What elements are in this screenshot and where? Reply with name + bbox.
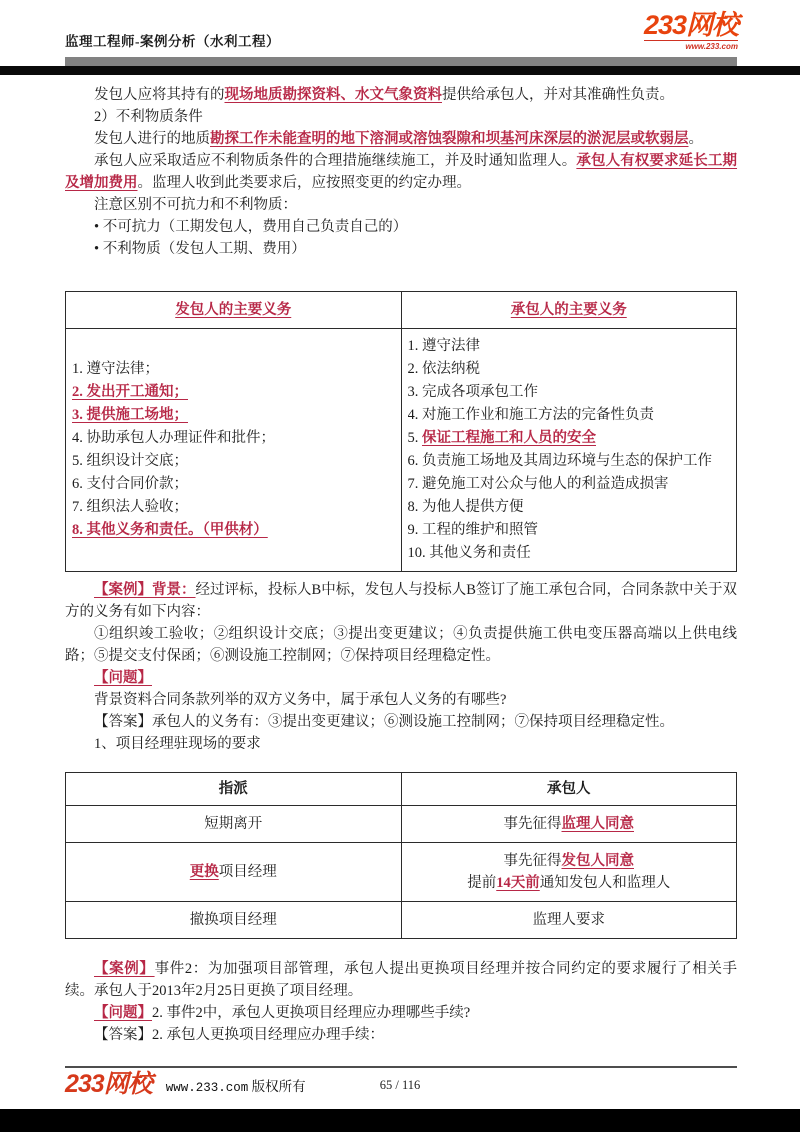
table-header-contractor: 承包人的主要义务 <box>401 292 737 329</box>
table-cell <box>401 902 737 939</box>
bullet-item: • 不利物质（发包人工期、费用） <box>94 241 306 257</box>
list-item: 3. 完成各项承包工作 <box>407 384 538 400</box>
list-item: 7. 避免施工对公众与他人的利益造成损害 <box>407 476 669 492</box>
question-label: 【问题】 <box>94 670 152 686</box>
table-row <box>66 843 737 902</box>
page-number: 65 / 116 <box>379 1078 421 1092</box>
case-section-1 <box>65 579 737 755</box>
list-item: 8. 其他义务和责任。（甲供材） <box>72 522 268 538</box>
cell-line: 事先征得监理人同意 <box>503 816 634 832</box>
list-item: 4. 对施工作业和施工方法的完备性负责 <box>407 407 654 423</box>
cell-line: 提前14天前通知发包人和监理人 <box>467 875 671 891</box>
employer-obligations-cell <box>66 329 402 572</box>
table-row <box>66 329 737 572</box>
table-cell: 更换项目经理 <box>66 843 402 902</box>
footer-copyright-text: 版权所有 <box>251 1078 306 1094</box>
list-item: 3. 提供施工场地； <box>72 407 188 423</box>
table-header-contractor: 承包人 <box>401 773 737 806</box>
body-paragraph: 2）不利物质条件 <box>94 109 203 125</box>
cell-line: 监理人要求 <box>532 912 605 928</box>
footer-black-bar <box>0 1109 800 1132</box>
list-item: 7. 组织法人验收； <box>72 499 188 515</box>
233-logo <box>644 12 738 51</box>
233-footer-logo: 233网校 <box>65 1070 152 1098</box>
assignment-table <box>65 772 737 939</box>
body-paragraph: 发包人应将其持有的现场地质勘探资料、水文气象资料提供给承包人，并对其准确性负责。 <box>94 87 674 103</box>
list-item: 2. 发出开工通知； <box>72 384 188 400</box>
case-clauses: ①组织竣工验收；②组织设计交底；③提出变更建议；④负责提供施工供电变压器高端以上供电线路；⑤提交支付保函；⑥测设施工控制网；⑦保持项目经理稳定性。 <box>65 626 737 664</box>
page-content <box>65 84 737 1046</box>
list-item: 5. 保证工程施工和人员的安全 <box>407 430 596 446</box>
list-item: 9. 工程的维护和照管 <box>407 522 538 538</box>
list-item: 4. 协助承包人办理证件和批件； <box>72 430 275 446</box>
list-item: 1. 遵守法律； <box>72 361 159 377</box>
cell-line: 事先征得发包人同意 <box>503 853 634 869</box>
233-logo-url: www.233.com <box>644 40 738 51</box>
header-gray-bar <box>65 57 737 66</box>
list-item: 8. 为他人提供方便 <box>407 499 524 515</box>
list-item: 6. 负责施工场地及其周边环境与生态的保护工作 <box>407 453 712 469</box>
header-black-bar <box>0 66 800 75</box>
body-paragraph: 注意区别不可抗力和不利物质： <box>94 197 297 213</box>
page-title: 监理工程师-案例分析（水利工程） <box>65 34 280 49</box>
bullet-item: • 不可抗力（工期发包人，费用自己负责自己的） <box>94 219 408 235</box>
table-cell: 短期离开 <box>66 806 402 843</box>
table-cell <box>401 806 737 843</box>
footer-rule <box>65 1066 737 1068</box>
question-text: 【问题】2. 事件2中，承包人更换项目经理应办理哪些手续? <box>94 1005 471 1021</box>
table-header-row <box>66 292 737 329</box>
case-event: 【案例】事件2：为加强项目部管理，承包人提出更换项目经理并按合同约定的要求履行了相关手续。承包人于2013年2月25日更换了项目经理。 <box>65 961 738 999</box>
list-item: 10. 其他义务和责任 <box>407 545 531 561</box>
table-row <box>66 806 737 843</box>
body-paragraph: 发包人进行的地质勘探工作未能查明的地下溶洞或溶蚀裂隙和坝基河床深层的淤泥层或软弱层。 <box>94 131 703 147</box>
233-logo-text: 233网校 <box>643 10 738 40</box>
obligations-table <box>65 291 737 572</box>
table-header-assignment: 指派 <box>66 773 402 806</box>
table-header-employer: 发包人的主要义务 <box>66 292 402 329</box>
table-header-row <box>66 773 737 806</box>
answer-text: 【答案】承包人的义务有：③提出变更建议；⑥测设施工控制网；⑦保持项目经理稳定性。 <box>94 714 674 730</box>
list-item: 5. 组织设计交底； <box>72 453 188 469</box>
table-cell: 撤换项目经理 <box>66 902 402 939</box>
contractor-obligations-cell <box>401 329 737 572</box>
table-row <box>66 902 737 939</box>
footer-site-url: www.233.com <box>165 1080 249 1095</box>
list-item: 1. 遵守法律 <box>407 338 480 354</box>
case-section-2 <box>65 958 737 1046</box>
answer-text: 【答案】2. 承包人更换项目经理应办理手续： <box>94 1027 384 1043</box>
list-item: 2. 依法纳税 <box>407 361 480 377</box>
subsection-title: 1、项目经理驻现场的要求 <box>94 736 261 752</box>
table-cell <box>401 843 737 902</box>
question-text: 背景资料合同条款列举的双方义务中，属于承包人义务的有哪些? <box>94 692 507 708</box>
list-item: 6. 支付合同价款； <box>72 476 188 492</box>
case-background: 【案例】背景：经过评标，投标人B中标，发包人与投标人B签订了施工承包合同，合同条款中关于双方的义务有如下内容： <box>65 582 738 620</box>
body-paragraph: 承包人应采取适应不利物质条件的合理措施继续施工，并及时通知监理人。承包人有权要求延长工期及增加费用。监理人收到此类要求后，应按照变更的约定办理。 <box>65 153 738 191</box>
